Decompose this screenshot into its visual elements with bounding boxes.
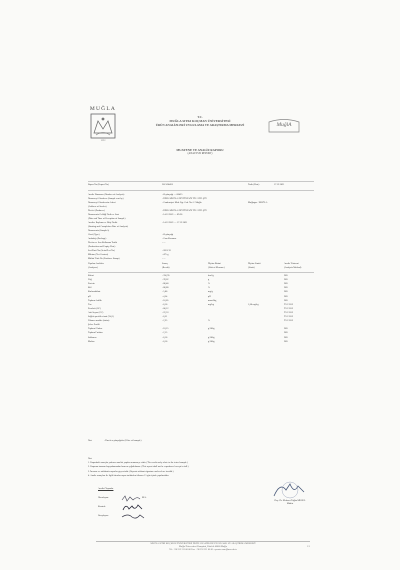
approval-row: Hazırlayan: M.S.	[98, 494, 168, 503]
table-cell: Sağlık spesifik cismi (%0,1)	[88, 316, 115, 318]
director-name: Doç. Dr. Mehmet Tuğba MUSUL	[274, 500, 306, 502]
footnote: 1. Rapordaki sonuçlar yalnızca analizi yapılan numuneye aittir. (The results only relate to the tested sample.)	[88, 462, 188, 465]
table-cell: : 39,62	[162, 279, 169, 282]
meta-row: Numuneyi Gönderen (Sample sent by) : ÖZEL MUĞLA ZEYTİNYAĞI TİC. LTD. ŞTİ.	[88, 198, 208, 200]
center-logo-text: MuğlA	[276, 122, 292, 128]
results-table-subheader: (Analyses) (Result) (Unit of Measure) (Limit) (Analysis Method)	[88, 267, 302, 269]
meta-row: Numunenin (Sample's)	[88, 230, 110, 232]
table-cell: : 80,40	[162, 283, 169, 286]
table-cell: : 0,51	[162, 316, 168, 318]
header-unit: Ölçüm Birimi	[208, 263, 221, 265]
center-name: ÜRÜN ANALİZLERİ UYGULAMA VE ARAŞTIRMA MERKEZİ	[155, 123, 245, 127]
tc-heading: T.C.	[197, 115, 203, 119]
table-cell: ISO	[284, 287, 288, 290]
table-cell: : 0,10	[162, 340, 168, 343]
date-value: 17.12.2021	[274, 184, 285, 186]
meta-row: Numunenin Geldiği Tarih ve Saat : 14.12.2021 — 09:30	[88, 214, 183, 216]
signature-icon	[120, 503, 150, 512]
table-cell: : 4,54	[162, 295, 168, 298]
table-cell: ISO	[284, 328, 288, 331]
institution-header	[130, 115, 270, 127]
logo-wordmark: MUĞLA	[89, 106, 117, 112]
footnotes-title: Not:	[88, 458, 93, 460]
table-cell: %	[208, 283, 210, 286]
report-title	[150, 148, 250, 155]
table-cell: : 2,15	[162, 332, 168, 335]
footer-line: Muğla Üniversitesi Kampüsü, Kötekli 48000 Muğla	[179, 546, 227, 549]
approvals-block	[98, 488, 168, 521]
table-cell: TS 13352	[284, 307, 293, 310]
table-cell: mmol/kg	[208, 299, 217, 302]
table-cell: Sakkaroz	[88, 336, 97, 339]
footnote: 4. Analiz sonuçları ile ilgili itirazlar rapor tarihinden itibaren 15 gün içinde yapılmalıdır.	[88, 474, 170, 477]
table-cell: ISO	[284, 299, 288, 302]
meta-row: Üretim ve Son Kullanma Tarihi : —	[88, 242, 166, 244]
table-cell: TS 13352	[284, 320, 293, 323]
table-cell: pH	[88, 295, 91, 298]
logo-year: 1992	[100, 139, 106, 142]
meta-row: (Date and Time of Reception of Sample)	[88, 218, 126, 220]
table-cell: Peroksit (GC)	[88, 307, 101, 310]
report-number-row	[88, 184, 314, 188]
approvals-title: Analizi Yapanlar	[98, 488, 114, 490]
meta-row: (Production and Expiry Date)	[88, 246, 116, 248]
meta-row: (Starting and Completion Date of Analysis)	[88, 226, 128, 228]
date-label: Tarih (Date)	[248, 184, 260, 186]
table-cell: mg/kg	[208, 303, 214, 306]
table-cell: ISO	[284, 332, 288, 335]
table-cell: ISO	[284, 340, 288, 343]
notes-label: Not:	[88, 440, 93, 442]
table-cell: : 10,05	[162, 299, 169, 302]
table-cell: Toplam Glukoz	[88, 328, 103, 331]
university-emblem-icon	[90, 113, 116, 139]
meta-row: Üretici (Producer) : ÖZEL MUĞLA ZEYTİNYAĞI TİC. LTD. ŞTİ.	[88, 210, 208, 212]
university-name: MUĞLA SITKI KOÇMAN ÜNİVERSİTESİ	[169, 119, 231, 123]
table-cell: : 80,80	[162, 287, 169, 290]
table-cell: TS 13352	[284, 303, 293, 306]
table-row	[88, 341, 314, 345]
meta-row: Miktarı (Net Content) : 475 g	[88, 254, 169, 256]
meta-row: (Address of Sender)	[88, 206, 107, 208]
university-logo	[82, 106, 124, 142]
notes-text: : Örnek zeytinyağıdır. (Olive oil sample)	[104, 440, 142, 442]
table-cell: : 5,00	[162, 291, 168, 294]
footnotes	[88, 458, 316, 479]
table-cell: g/100g	[208, 336, 215, 339]
header-analyses: Yapılan Analizler	[88, 263, 105, 265]
footer-line: MUĞLA SITKI KOÇMAN ÜNİVERSİTESİ ÜRÜN ANALİZLERİ UYGULAMA VE ARAŞTIRMA MERKEZİ	[150, 543, 256, 545]
director-signature-icon	[270, 478, 310, 500]
center-logo	[268, 118, 300, 134]
meta-row: Analiz Numarası (Number of Analysis) : Zeytinyağı — 00435	[88, 194, 183, 196]
table-cell: g/100g	[208, 328, 215, 331]
page-footer	[96, 541, 310, 553]
meta-row: Mühür Türü No (Producer Stamp) : —	[88, 258, 166, 260]
approval-row: Kontrol:	[98, 503, 168, 512]
report-number-value: 2021/00435	[162, 184, 173, 186]
table-cell: : 00,12	[162, 307, 169, 310]
table-cell: Yabancı madde (üzüm)	[88, 320, 110, 323]
table-cell: Maltoz	[88, 340, 95, 343]
table-cell: TS 13352	[284, 316, 293, 318]
table-cell: : 356,95	[162, 275, 170, 277]
table-cell: g	[208, 279, 210, 282]
table-cell: : 0,10	[162, 303, 168, 306]
table-cell: %	[208, 320, 210, 323]
meta-row: Numuneyi Gönderenin Adresi : Cumhuriyet Mah. Ege Cad. No:1 / Muğla Muğlagaz / MUĞLA	[88, 202, 268, 204]
divider	[88, 190, 314, 191]
header-method: Analiz Yöntemi	[284, 263, 299, 265]
table-cell: Yağ	[88, 279, 92, 282]
table-cell: : 0,10	[162, 336, 168, 339]
table-cell: : 22,53	[162, 311, 169, 314]
table-cell: 1,00 mg/kg	[248, 303, 259, 306]
footnote: 2. Raporun tamamı kopyalanmadan kısmen çoğaltılamaz. (This report shall not be reproduced except in full.)	[88, 466, 189, 469]
divider	[88, 272, 314, 273]
table-cell: %	[208, 287, 210, 290]
table-cell: pH	[208, 295, 211, 298]
table-cell: ISO	[284, 283, 288, 286]
table-cell: Protein	[88, 283, 95, 286]
page-number: 1/1	[307, 546, 310, 548]
footnote: 3. İmzasız ve mühürsüz raporlar geçersizdir. (Reports without signature and seal are invalid.)	[88, 470, 174, 473]
table-cell: ISO	[284, 291, 288, 294]
table-cell: mg/g	[208, 291, 213, 294]
table-cell: ISO	[284, 295, 288, 298]
report-number-label: Rapor No (Report No)	[88, 184, 109, 186]
meta-row: Analize Başlama ve Bitiş Tarihi : 14.12.2021 — 17.12.2021	[88, 222, 188, 224]
table-cell: : 18,15	[162, 328, 169, 331]
divider	[88, 181, 314, 182]
footer-line: Tel: +90 252 211 00 00 Fax: +90 252 211 00 01 e-posta: urun@mu.edu.tr	[169, 549, 237, 552]
table-cell: ISO	[284, 275, 288, 277]
table-cell: g/100g	[208, 340, 215, 343]
header-limit: Ölçüm Limiti	[248, 263, 261, 265]
meta-row: Seri/Parti No (Serial/Lot No) : 2021/12	[88, 250, 171, 252]
report-title-main: MUAYENE VE ANALİZ RAPORU	[176, 148, 224, 152]
meta-row: Cinsi (Type) : Zeytinyağı	[88, 234, 174, 236]
report-title-sub: (ANALYSIS REPORT)	[187, 152, 213, 155]
table-cell: ISO	[284, 336, 288, 339]
table-cell: Karbonhidrat	[88, 291, 101, 294]
director-title: Müdür	[286, 503, 294, 506]
header-result: Sonuç	[162, 263, 168, 265]
approval-row: Onaylayan:	[98, 512, 168, 521]
table-cell: Asit Sayısı (GC)	[88, 311, 104, 314]
table-cell: Tuz	[88, 303, 92, 306]
table-cell: Toplam Fruktoz	[88, 332, 103, 335]
table-cell: Kül	[88, 287, 92, 290]
table-cell: Şeker Profili	[88, 324, 100, 327]
table-cell: Kalori	[88, 275, 94, 277]
meta-row: Ambalajı (Package) : Cam Kavanoz	[88, 238, 177, 240]
table-cell: Toplam Asitlik	[88, 299, 102, 302]
table-cell: : 2,25	[162, 320, 168, 323]
director-signature	[262, 478, 318, 506]
table-cell: kcal/g	[208, 275, 214, 277]
signature-icon	[120, 512, 150, 521]
table-cell: TS 13352	[284, 311, 293, 314]
table-cell: ISO	[284, 279, 288, 282]
